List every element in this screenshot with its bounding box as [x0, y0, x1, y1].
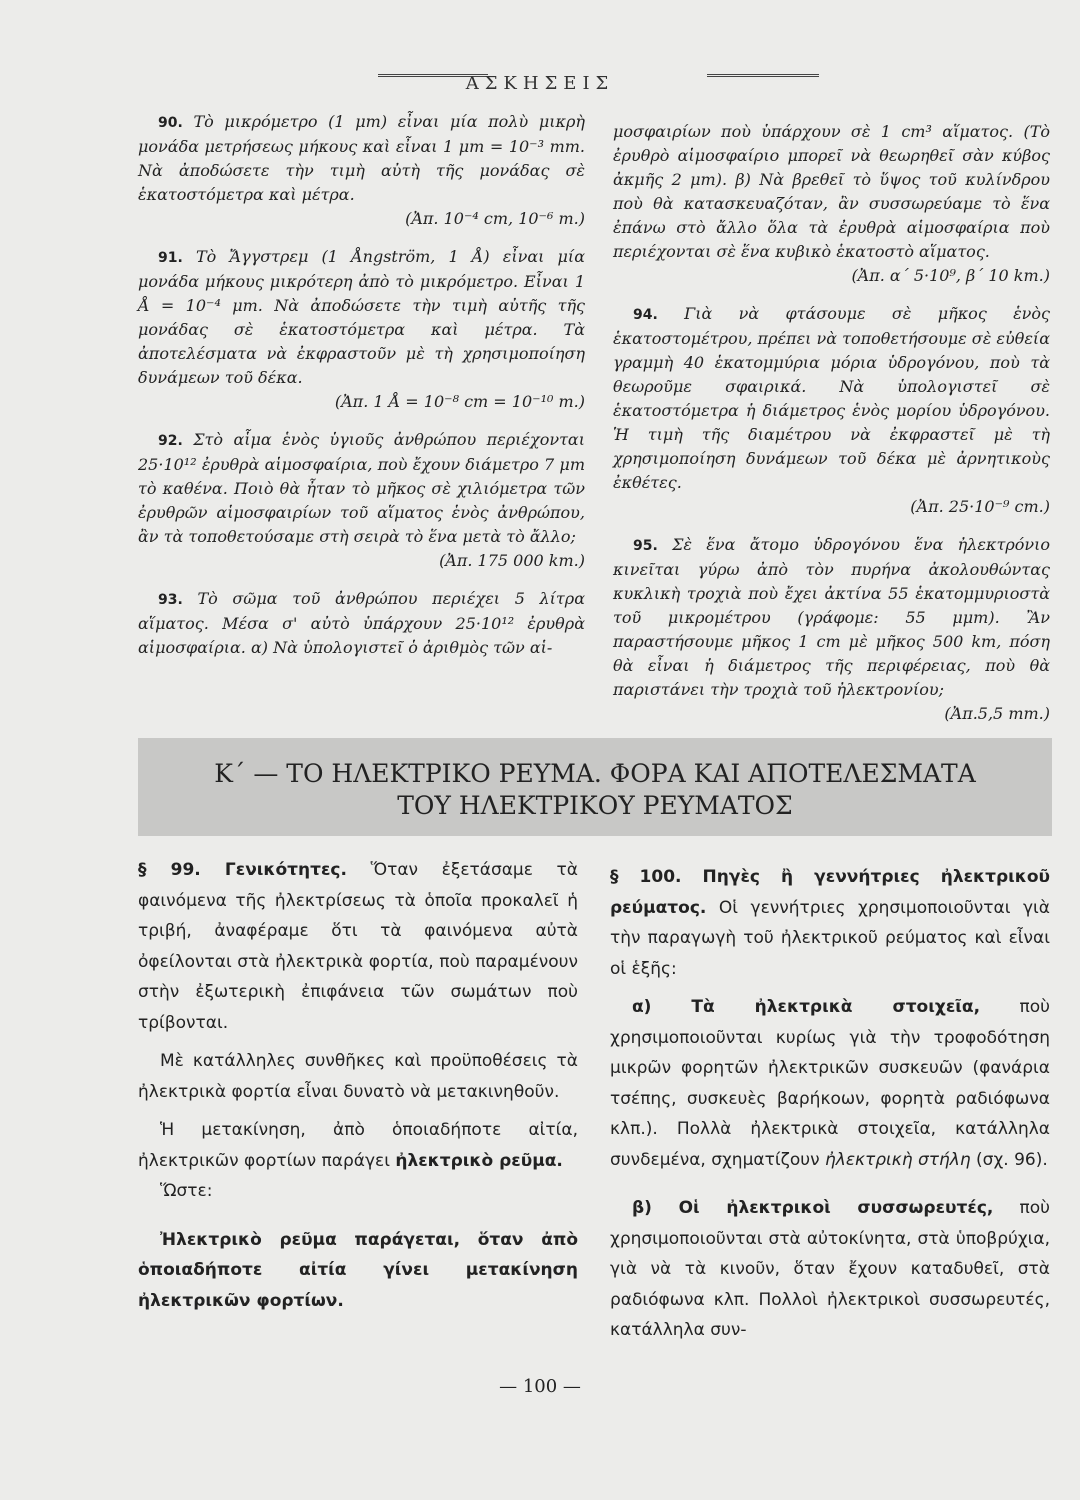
exercise-answer: (Ἀπ. 175 000 km.) [439, 551, 585, 570]
section-99-heading: § 99. Γενικότητες. [138, 860, 347, 880]
exercise-93-continued [613, 120, 1050, 288]
exercise-answer: (Ἀπ. 25·10⁻⁹ cm.) [910, 497, 1050, 516]
exercise-94 [613, 302, 1050, 519]
exercise-number: 93. [158, 592, 183, 608]
chapter-title [138, 758, 1052, 822]
exercise-answer: (Ἀπ. α΄ 5·10⁹, β΄ 10 km.) [851, 266, 1050, 285]
page-number: — 100 — [499, 1376, 581, 1397]
section-100-paragraph-1: Οἱ γεννήτριες χρησιμοποιοῦνται γιὰ τὴν παραγωγὴ τοῦ ἠλεκτρικοῦ ρεύματος καὶ εἶναι οἱ ἑξῆς: [610, 897, 1050, 979]
section-99-definition: Ἠλεκτρικὸ ρεῦμα παράγεται, ὅταν ἀπὸ ὁποιαδήποτε αἰτία γίνει μετακίνηση ἠλεκτρικῶν φορτίων. [138, 1229, 578, 1311]
header-rule-right [707, 74, 819, 77]
section-99-paragraph-3 [138, 1115, 578, 1176]
section-99-paragraph-3-term: ἠλεκτρικὸ ρεῦμα. [395, 1150, 563, 1171]
section-99-conclusion-label: Ὥστε: [160, 1181, 213, 1201]
exercise-number: 91. [158, 250, 183, 266]
exercise-text: Τὸ μικρόμετρο (1 μm) εἶναι μία πολὺ μικρὴ μονάδα μετρήσεως μήκους καὶ εἶναι 1 μm = 10⁻³ mm. Νὰ ἀποδώσετε τὴν τιμὴ αὐτὴ τῆς μονάδας σὲ ἑκατοστόμετρα καὶ μέτρα. [138, 112, 585, 204]
section-100-heading: § 100. Πηγὲς ἢ γεννήτριες ἠλεκτρικοῦ ρεύματος. [610, 867, 1050, 918]
exercise-answer: (Ἀπ. 10⁻⁴ cm, 10⁻⁶ m.) [405, 209, 585, 228]
exercise-text: Στὸ αἷμα ἑνὸς ὑγιοῦς ἀνθρώπου περιέχονται 25·10¹² ἐρυθρὰ αἱμοσφαίρια, ποὺ ἔχουν διάμετρο 7 μm τὸ καθένα. Ποιὸ θὰ ἦταν τὸ μῆκος σὲ χιλιόμετρα τῶν ἐρυθρῶν αἱμοσφαιρίων τοῦ αἵματος ἑνὸς ἀνθρώπου, ἂν τὰ τοποθετούσαμε στὴ σειρὰ τὸ ἕνα μετὰ τὸ ἄλλο; [138, 430, 586, 546]
exercises-right-column [613, 120, 1050, 740]
section-99-column [138, 855, 578, 1316]
section-100-intro [610, 862, 1050, 984]
page-header [0, 68, 1080, 108]
section-100-item-a-text: ποὺ χρησιμοποιοῦνται κυρίως γιὰ τὴν τροφοδότηση μικρῶν φορητῶν ἠλεκτρικῶν συσκευῶν (φανάρια τσέπης, συσκευὲς βαρήκοων, φορητὰ ραδιόφωνα κλπ.). Πολλὰ ἠλεκτρικὰ στοιχεῖα, κατάλληλα συνδεμένα, σχηματίζουν [610, 997, 1050, 1170]
exercise-text: μοσφαιρίων ποὺ ὑπάρχουν σὲ 1 cm³ αἵματος. (Τὸ ἐρυθρὸ αἱμοσφαίριο μπορεῖ νὰ θεωρηθεῖ σὰν κύβος ἀκμῆς 2 μm). β) Νὰ βρεθεῖ τὸ ὕψος τοῦ κυλίνδρου ποὺ θὰ κατασκευαζόταν, ἂν συσσωρεύαμε τὸ ἕνα ἐπάνω στὸ ἄλλο ὅλα τὰ ἐρυθρὰ αἱμοσφαίρια ποὺ περιέχονται σὲ ἕνα κυβικὸ ἑκατοστὸ αἵματος. [613, 122, 1050, 261]
section-100-item-a-italic: ἠλεκτρικὴ στήλη [824, 1149, 971, 1170]
section-99-paragraph-3-text: Ἡ μετακίνηση, ἀπὸ ὁποιαδήποτε αἰτία, ἠλεκτρικῶν φορτίων παράγει [138, 1120, 578, 1171]
exercise-92 [138, 428, 585, 573]
section-100-item-b [610, 1193, 1050, 1346]
section-100-column [610, 862, 1050, 1346]
section-99-paragraph-1: Ὅταν ἐξετάσαμε τὰ φαινόμενα τῆς ἠλεκτρίσεως τὰ ὁποῖα προκαλεῖ ἡ τριβή, ἀναφέραμε ὅτι τὰ φαινόμενα αὐτὰ ὀφείλονται στὰ ἠλεκτρικὰ φορτία, ποὺ παραμένουν στὴν ἐξωτερικὴ ἐπιφάνεια τῶν σωμάτων ποὺ τρίβονται. [138, 860, 579, 1033]
exercise-number: 94. [633, 307, 658, 323]
section-100-item-a-end: (σχ. 96). [976, 1149, 1048, 1170]
exercise-93 [138, 587, 585, 660]
exercise-91 [138, 245, 585, 414]
exercise-answer: (Ἀπ.5,5 mm.) [944, 704, 1050, 723]
exercise-number: 95. [633, 538, 658, 554]
exercises-left-column [138, 110, 585, 674]
exercise-95 [613, 533, 1050, 726]
section-99-intro [138, 855, 578, 1038]
chapter-title-line-1: Κ΄ — ΤΟ ΗΛΕΚΤΡΙΚΟ ΡΕΥΜΑ. ΦΟΡΑ ΚΑΙ ΑΠΟΤΕΛΕΣΜΑΤΑ [214, 759, 976, 788]
chapter-title-line-2: ΤΟΥ ΗΛΕΚΤΡΙΚΟΥ ΡΕΥΜΑΤΟΣ [397, 791, 793, 820]
exercise-text: Τὸ Ἄγγστρεμ (1 Ångström, 1 Å) εἶναι μία μονάδα μήκους μικρότερη ἀπὸ τὸ μικρόμετρο. Εἶναι 1 Å = 10⁻⁴ μm. Νὰ ἀποδώσετε τὴν τιμὴ αὐτῆς τῆς μονάδας σὲ ἑκατοστόμετρα καὶ μέτρα. Τὰ ἀποτελέσματα νὰ ἐκφραστοῦν μὲ τὴ χρησιμοποίηση δυνάμεων τοῦ δέκα. [138, 247, 585, 387]
exercise-90 [138, 110, 585, 231]
exercise-number: 90. [158, 115, 183, 131]
section-99-paragraph-2: Μὲ κατάλληλες συνθῆκες καὶ προϋποθέσεις τὰ ἠλεκτρικὰ φορτία εἶναι δυνατὸ νὰ μετακινηθοῦν. [138, 1051, 578, 1102]
exercise-text: Τὸ σῶμα τοῦ ἀνθρώπου περιέχει 5 λίτρα αἵματος. Μέσα σ' αὐτὸ ὑπάρχουν 25·10¹² ἐρυθρὰ αἱμοσφαίρια. α) Νὰ ὑπολογιστεῖ ὁ ἀριθμὸς τῶν αἱ- [138, 589, 585, 657]
exercise-text: Γιὰ νὰ φτάσουμε σὲ μῆκος ἑνὸς ἑκατοστομέτρου, πρέπει νὰ τοποθετήσουμε σὲ εὐθεία γραμμὴ 40 ἑκατομμύρια μόρια ὑδρογόνου, ποὺ τὰ θεωροῦμε σφαιρικά. Νὰ ὑπολογιστεῖ σὲ ἑκατοστόμετρα ἡ διάμετρος ἑνὸς μορίου ὑδρογόνου. Ἡ τιμὴ τῆς διαμέτρου νὰ ἐκφραστεῖ μὲ τὴ χρησιμοποίηση δυνάμεων τοῦ δέκα μὲ ἀρνητικοὺς ἐκθέτες. [613, 304, 1050, 492]
section-100-item-b-text: ποὺ χρησιμοποιοῦνται στὰ αὐτοκίνητα, στὰ ὑποβρύχια, γιὰ νὰ τὰ κινοῦν, ὅταν ἔχουν καταδυθεῖ, στὰ ραδιόφωνα κλπ. Πολλοὶ ἠλεκτρικοὶ συσσωρευτές, κατάλληλα συν- [610, 1198, 1050, 1340]
exercise-text: Σὲ ἕνα ἄτομο ὑδρογόνου ἕνα ἠλεκτρόνιο κινεῖται γύρω ἀπὸ τὸν πυρήνα ἀκολουθώντας κυκλικὴ τροχιὰ ποὺ ἔχει ἀκτίνα 55 ἑκατομμυριοστὰ τοῦ μικρομέτρου (γράφομε: 55 μμm). Ἂν παραστήσουμε μῆκος 1 cm μὲ μῆκος 500 km, πόση θὰ εἶναι ἡ διάμετρος τῆς περιφέρειας, ποὺ θὰ παριστάνει τὴν τροχιὰ τοῦ ἠλεκτρονίου; [613, 535, 1051, 699]
section-100-item-a-term: α) Τὰ ἠλεκτρικὰ στοιχεῖα, [632, 997, 981, 1017]
exercise-answer: (Ἀπ. 1 Å = 10⁻⁸ cm = 10⁻¹⁰ m.) [334, 392, 585, 411]
chapter-heading-band [138, 738, 1052, 836]
exercise-number: 92. [158, 433, 183, 449]
section-100-item-b-term: β) Οἱ ἠλεκτρικοὶ συσσωρευτές, [632, 1198, 994, 1218]
header-title: ΑΣΚΗΣΕΙΣ [465, 73, 615, 94]
section-100-item-a [610, 992, 1050, 1175]
